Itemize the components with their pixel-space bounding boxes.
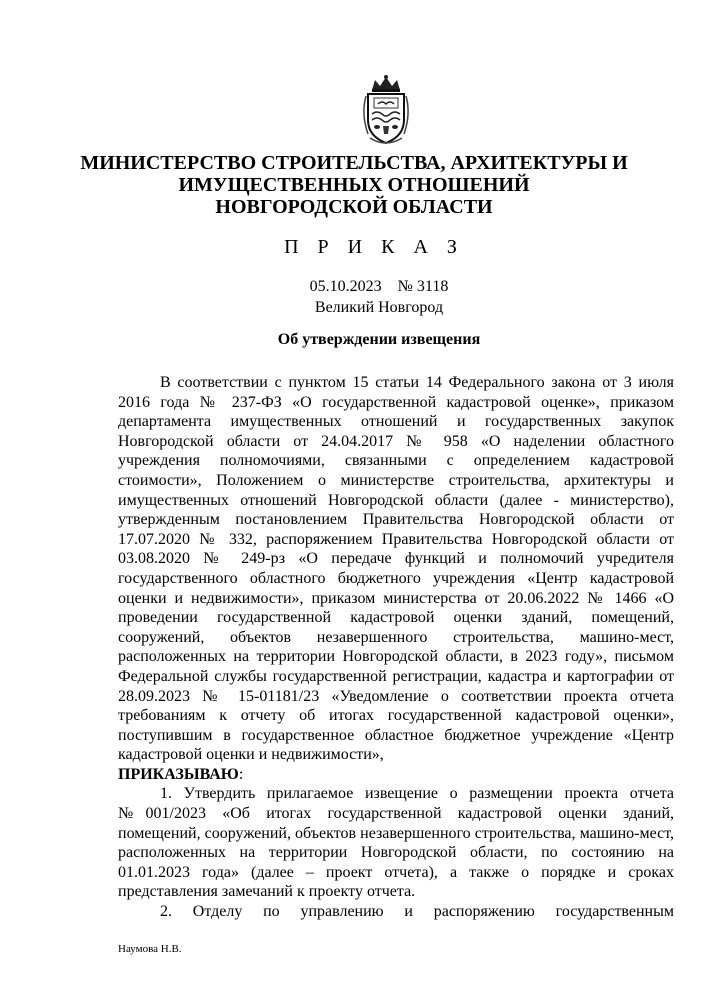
order-item-2: 2. Отделу по управлению и распоряжению государственным: [160, 903, 674, 921]
order-directive-word: ПРИКАЗЫВАЮ: [118, 765, 239, 783]
order-date: 05.10.2023: [309, 278, 382, 295]
date-number-line: [0, 278, 708, 296]
order-item-1: 1. Утвердить прилагаемое извещение о размещении проекта отчета №001/2023 «Об итогах государственной кадастровой оценки зданий, помещений, сооружений, объектов незавершенного строительства, машино-мест, расположенных на территории Новгородской области, по состоянию на 01.01.2023 года» (далее – проект отчета), а также о порядке и сроках представления замечаний к проекту отчета.: [118, 785, 674, 901]
document-type: П Р И К А З: [284, 236, 464, 258]
order-subject: Об утверждении извещения: [277, 331, 481, 348]
ministry-line-3: НОВГОРОДСКОЙ ОБЛАСТИ: [215, 196, 493, 218]
issue-city: Великий Новгород: [314, 299, 444, 316]
preamble-paragraph: В соответствии с пунктом 15 статьи 14 Федерального закона от 3 июля 2016 года № 237-ФЗ «О государственной кадастровой оценке», приказом департамента имущественных отношений и государственных закупок Новгородской области от 24.04.2017 № 958 «О наделении областного учреждения полномочиями, связанными с определением кадастровой стоимости», Положением о министерстве строительства, архитектуры и имущественных отношений Новгородской области (далее - министерство), утвержденным постановлением Правительства Новгородской области от 17.07.2020 № 332, распоряжением Правительства Новгородской области от 03.08.2020 № 249-рз «О передаче функций и полномочий учредителя государственного областного бюджетного учреждения «Центр кадастровой оценки и недвижимости», приказом министерства от 20.06.2022 № 1466 «О проведении государственной кадастровой оценки зданий, помещений, сооружений, объектов незавершенного строительства, машино-мест, расположенных на территории Новгородской области, в 2023 году», письмом Федеральной службы государственной регистрации, кадастра и картографии от 28.09.2023 № 15-01181/23 «Уведомление о соответствии проекта отчета требованиям к отчету об итогах государственной кадастровой оценки», поступившим в государственное областное бюджетное учреждение «Центр кадастровой оценки и недвижимости»,: [118, 374, 674, 764]
executor-name: Наумова Н.В.: [118, 943, 182, 955]
order-directive-colon: :: [238, 765, 244, 783]
order-number: № 3118: [397, 278, 449, 295]
ministry-line-2: ИМУЩЕСТВЕННЫХ ОТНОШЕНИЙ: [178, 174, 530, 196]
coat-of-arms-emblem: [356, 74, 416, 146]
order-directive: [118, 765, 674, 785]
order-body: [118, 373, 674, 922]
ministry-name: [80, 152, 628, 218]
ministry-line-1: МИНИСТЕРСТВО СТРОИТЕЛЬСТВА, АРХИТЕКТУРЫ И: [80, 152, 628, 174]
